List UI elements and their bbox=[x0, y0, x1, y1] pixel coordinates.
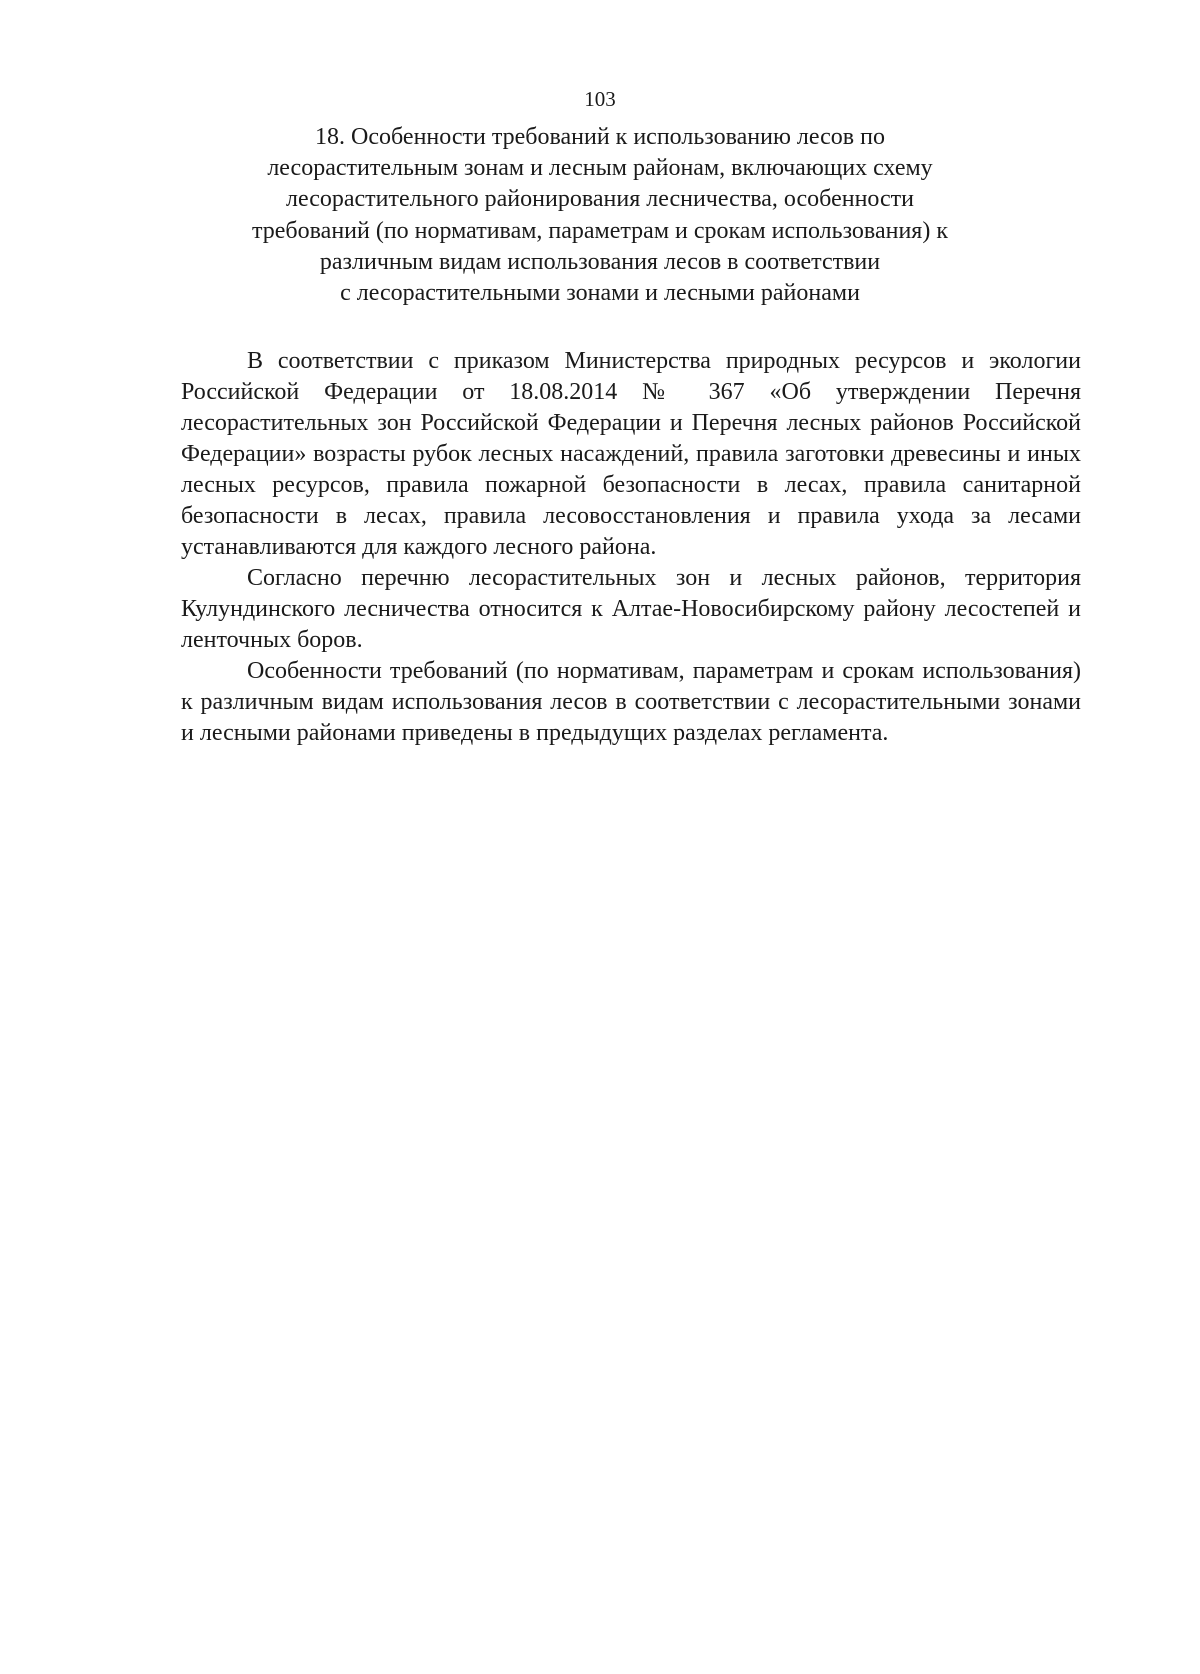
paragraph-requirements: Особенности требований (по нормативам, параметрам и срокам использования) к различным видам использования лесов в соответствии с лесорастительными зонами и лесными районами приведены в предыдущих разделах регламента. bbox=[181, 658, 1081, 746]
body-text bbox=[181, 346, 1081, 749]
heading-line: 18. Особенности требований к использованию лесов по bbox=[315, 124, 885, 150]
section-heading bbox=[240, 122, 960, 309]
paragraph-legal-basis: В соответствии с приказом Министерства природных ресурсов и экологии Российской Федерации от 18.08.2014 № 367 «Об утверждении Перечня лесорастительных зон Российской Федерации и Перечня лесных районов Российской Федерации» возрасты рубок лесных насаждений, правила заготовки древесины и иных лесных ресурсов, правила пожарной безопасности в лесах, правила санитарной безопасности в лесах, правила лесовосстановления и правила ухода за лесами устанавливаются для каждого лесного района. bbox=[181, 348, 1081, 560]
heading-line: различным видам использования лесов в соответствии bbox=[319, 248, 881, 275]
paragraph-forest-district: Согласно перечню лесорастительных зон и лесных районов, территория Кулундинского лесничества относится к Алтае-Новосибирскому району лесостепей и ленточных боров. bbox=[181, 565, 1081, 653]
heading-line: требований (по нормативам, параметрам и срокам использования) к bbox=[252, 217, 948, 244]
page-number: 103 bbox=[584, 87, 616, 111]
heading-line: лесорастительным зонам и лесным районам, включающих схему bbox=[267, 155, 933, 182]
heading-line: с лесорастительными зонами и лесными районами bbox=[340, 280, 860, 307]
heading-line: лесорастительного районирования лесничества, особенности bbox=[285, 186, 914, 213]
